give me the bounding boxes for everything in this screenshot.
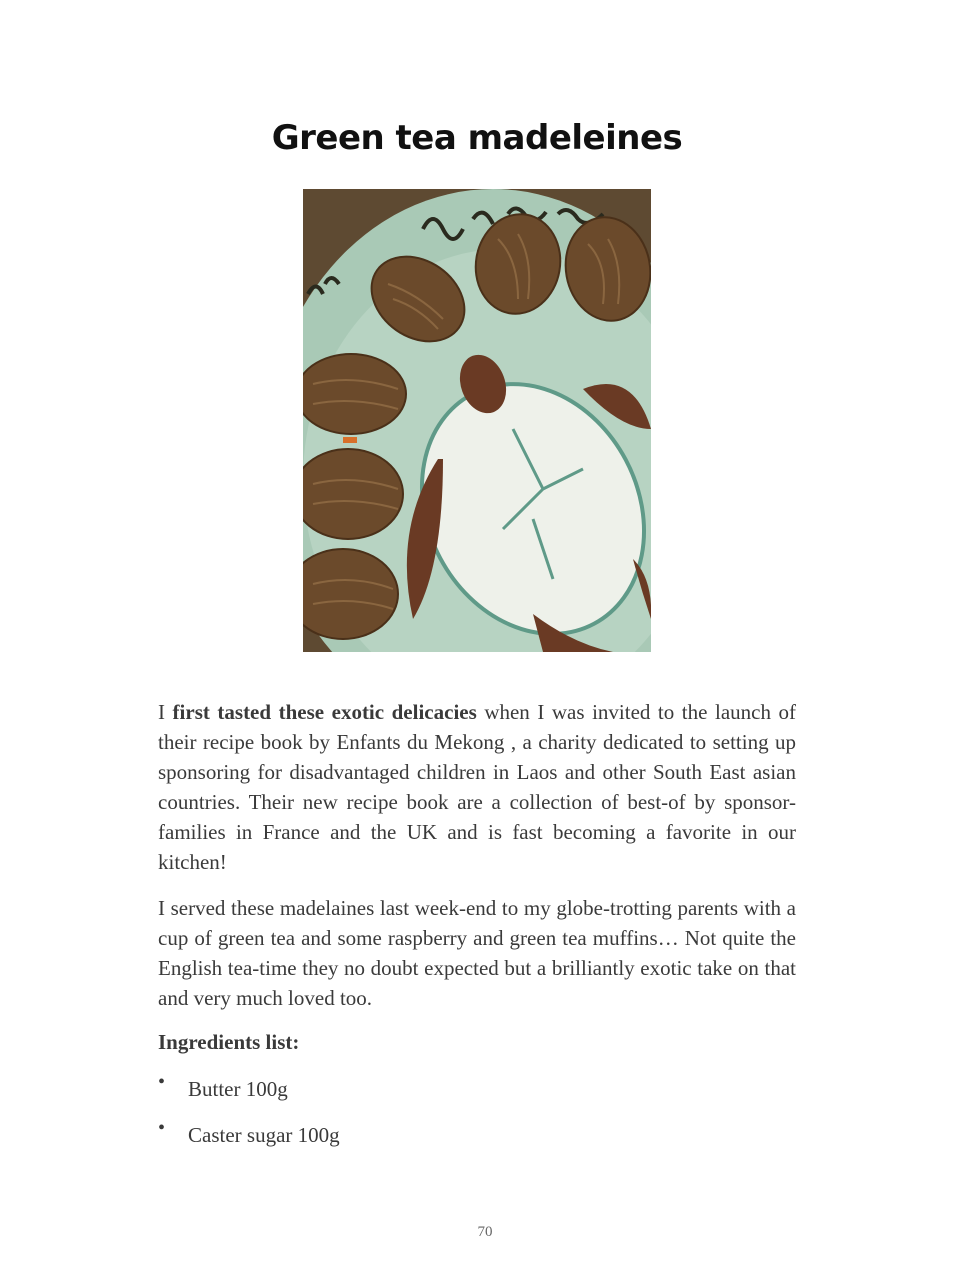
document-page: Green tea madeleines I first tasted these exotic delicacies when I was invited to the launch of their recipe book by Enfants du Mekong , a charity dedicated to setting up sponsoring for disadvantaged children in Laos and other South East asian countries. Their new recipe book are a collection of best-of by sponsor-families in France and the UK and is fast becoming a favorite in our kitchen! I served these madelaines last week-end to my globe-trotting parents with a cup of green tea and some raspberry and green tea muffins… Not quite the English tea-time they no doubt expected but a brilliantly exotic take on that and very much loved too. Ingredients list: • Butter 100g • Caster sugar 100g 70 <box>0 0 954 1276</box>
madeleines-photo <box>303 189 651 652</box>
intro-bold-phrase: first tasted these exotic delicacies <box>172 700 477 724</box>
bullet-icon: • <box>158 1117 166 1139</box>
page-number: 70 <box>477 1224 493 1240</box>
ingredients-heading: Ingredients list: <box>158 1030 300 1054</box>
intro-paragraph: I first tasted these exotic delicacies when I was invited to the launch of their recipe book by Enfants du Mekong , a charity dedicated to setting up sponsoring for disadvantaged children in Laos and other South East asian countries. Their new recipe book are a collection of best-of by sponsor-families in France and the UK and is fast becoming a favorite in our kitchen! <box>158 700 797 874</box>
bullet-icon: • <box>158 1071 166 1093</box>
recipe-title: Green tea madeleines <box>271 118 683 158</box>
second-paragraph: I served these madelaines last week-end to my globe-trotting parents with a cup of green tea and some raspberry and green tea muffins… Not quite the English tea-time they no doubt expected but a brilliantly exotic take on that and very much loved too. <box>158 896 796 1010</box>
